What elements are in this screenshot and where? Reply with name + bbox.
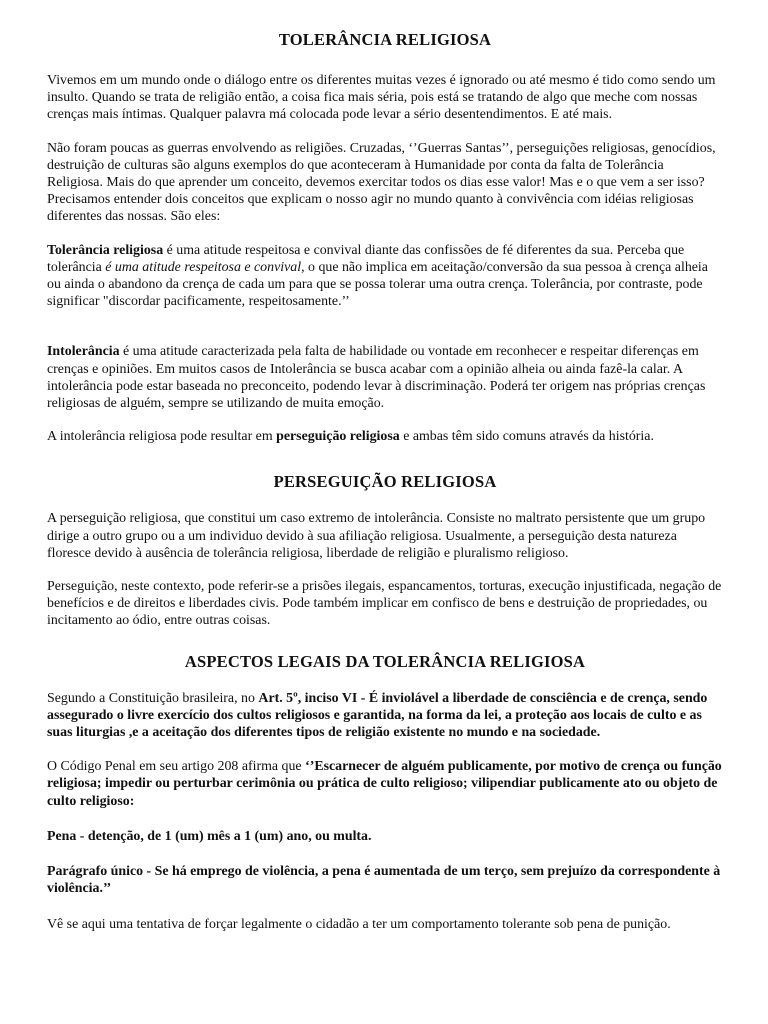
- paragrafo-unico-paragraph: [47, 863, 723, 897]
- codigo-penal-paragraph: [47, 758, 723, 810]
- document-page: [47, 30, 723, 933]
- perseguicao-paragraph-2: Perseguição, neste contexto, pode referir-se a prisões ilegais, espancamentos, torturas, execução injustificada, negação de benefícios e de direitos e liberdades civis. Pode também implicar em confisco de bens e destruição de propriedades, ou incitamento ao ódio, entre outras coisas.: [47, 579, 722, 629]
- intro-paragraph-1: Vivemos em um mundo onde o diálogo entre os diferentes muitas vezes é ignorado ou até mesmo é tido como sendo um insulto. Quando se trata de religião então, a coisa fica mais séria, pois está se tratando de algo que meche com nossas crenças mais íntimas. Qualquer palavra má colocada pode levar a sério desentendimentos. E até mais.: [47, 73, 716, 123]
- constituicao-text: Segundo a Constituição brasileira, no: [47, 690, 259, 706]
- codigo-penal-text: O Código Penal em seu artigo 208 afirma que: [47, 759, 306, 775]
- codigo-penal-article: ‘’Escarnecer de alguém publicamente, por motivo de crença ou função religiosa; impedir ou perturbar cerimônia ou prática de culto religioso; vilipendiar publicamente ato ou objeto de culto religioso:: [47, 759, 722, 809]
- document-title: TOLERÂNCIA RELIGIOSA: [278, 30, 492, 49]
- paragrafo-unico-text: Parágrafo único - Se há emprego de violência, a pena é aumentada de um terço, sem prejuízo da correspondente à violência.’’: [47, 864, 721, 897]
- section-title-aspectos-legais: ASPECTOS LEGAIS DA TOLERÂNCIA RELIGIOSA: [184, 651, 586, 671]
- perseguicao-intro-text-2: e ambas têm sido comuns através da história.: [399, 429, 654, 445]
- intolerancia-term: Intolerância: [47, 344, 120, 360]
- tolerancia-paragraph: [47, 242, 723, 311]
- section-title-perseguicao: PERSEGUIÇÃO RELIGIOSA: [273, 472, 497, 492]
- tolerancia-text-2: , o que não implica em aceitação/conversão da sua pessoa à crença alheia ou ainda o abandono da crença de cada um para que se possa tolerar uma outra crença. Tolerância, por contraste, pode significar "discordar pacificamente, respeitosamente.’’: [47, 259, 708, 310]
- tolerancia-emphasis: é uma atitude respeitosa e convival: [105, 259, 302, 275]
- pena-text: Pena - detenção, de 1 (um) mês a 1 (um) ano, ou multa.: [47, 828, 372, 844]
- intolerancia-paragraph: [47, 343, 723, 412]
- tolerancia-term: Tolerância religiosa: [47, 242, 164, 258]
- pena-paragraph: [47, 828, 723, 845]
- constituicao-article: Art. 5º, inciso VI - É inviolável a liberdade de consciência e de crença, sendo assegurado o livre exercício dos cultos religiosos e garantida, na forma da lei, a proteção aos locais de culto e as suas liturgias ,e a aceitação dos diferentes tipos de religião existente no mundo e na sociedade.: [47, 690, 708, 741]
- perseguicao-paragraph-1: A perseguição religiosa, que constitui um caso extremo de intolerância. Consiste no maltrato persistente que um grupo dirige a outro grupo ou a um individuo devido à sua afiliação religiosa. Usualmente, a perseguição desta natureza floresce devido à ausência de tolerância religiosa, liberdade de religião e pluralismo religioso.: [47, 511, 706, 561]
- perseguicao-intro-text-1: A intolerância religiosa pode resultar em: [47, 429, 277, 445]
- intro-paragraph-2: Não foram poucas as guerras envolvendo as religiões. Cruzadas, ‘’Guerras Santas’’, perseguições religiosas, genocídios, destruição de culturas são alguns exemplos do que aconteceram à Humanidade por conta da falta de Tolerância Religiosa. Mais do que aprender um conceito, devemos exercitar todos os dias esse valor! Mas e o que vem a ser isso? Precisamos entender dois conceitos que explicam o nosso agir no mundo quanto à convivência com idéias religiosas diferentes das nossas. São eles:: [47, 140, 716, 225]
- constituicao-paragraph: [47, 690, 723, 742]
- conclusao-paragraph: Vê se aqui uma tentativa de forçar legalmente o cidadão a ter um comportamento tolerante sob pena de punição.: [47, 916, 671, 932]
- perseguicao-intro-term: perseguição religiosa: [276, 429, 400, 445]
- tolerancia-text-1: é uma atitude respeitosa e convival diante das confissões de fé diferentes da sua. Perceba que tolerância: [47, 242, 685, 275]
- perseguicao-intro-paragraph: [47, 428, 723, 445]
- intolerancia-text: é uma atitude caracterizada pela falta de habilidade ou vontade em reconhecer e respeitar diferenças em crenças e opiniões. Em muitos casos de Intolerância se busca acabar com a opinião alheia ou ainda fazê-la calar. A intolerância pode estar baseada no preconceito, podendo levar à discriminação. Poderá ter origem nas próprias crenças religiosas de alguém, sempre se utilizando de muita emoção.: [47, 344, 706, 412]
